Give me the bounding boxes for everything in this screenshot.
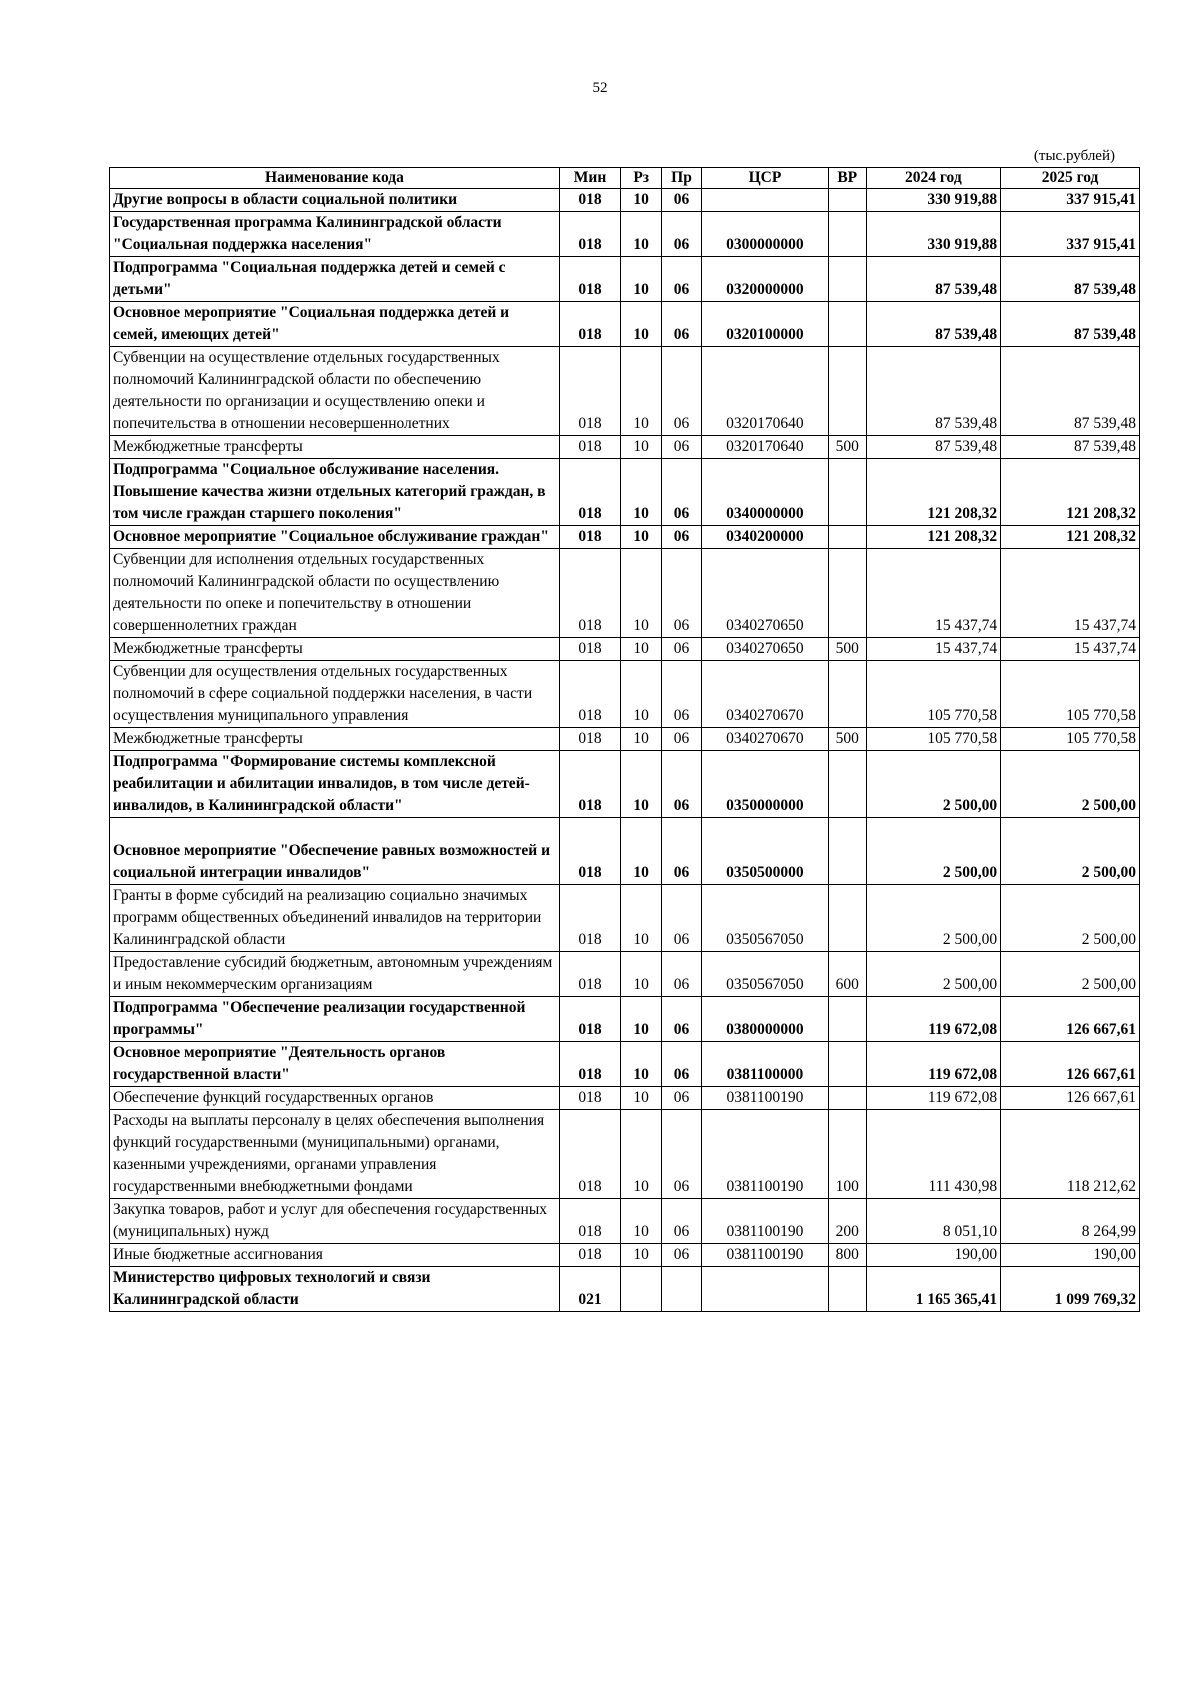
cell-rz: 10: [621, 189, 662, 212]
cell-min: 018: [559, 526, 620, 549]
cell-pr: 06: [662, 549, 702, 638]
cell-min: 018: [559, 818, 620, 885]
cell-csr: 0340000000: [701, 459, 828, 526]
budget-table: [109, 167, 1140, 1312]
cell-name: Межбюджетные трансферты: [110, 638, 560, 661]
cell-csr: [701, 1267, 828, 1312]
cell-gap: [113, 818, 556, 840]
cell-name: [110, 818, 560, 885]
header-vr: ВР: [828, 168, 866, 189]
cell-2025: 121 208,32: [1001, 526, 1140, 549]
cell-name: Подпрограмма "Формирование системы комплексной реабилитации и абилитации инвалидов, в том числе детей-инвалидов, в Калининградской области": [110, 751, 560, 818]
cell-2024: 1 165 365,41: [866, 1267, 1001, 1312]
cell-csr: 0340270650: [701, 638, 828, 661]
cell-2024: 15 437,74: [866, 549, 1001, 638]
cell-pr: 06: [662, 347, 702, 436]
cell-pr: 06: [662, 1042, 702, 1087]
cell-rz: 10: [621, 347, 662, 436]
table-row: [110, 189, 1140, 212]
header-2025: 2025 год: [1001, 168, 1140, 189]
cell-min: 018: [559, 549, 620, 638]
cell-name: Иные бюджетные ассигнования: [110, 1244, 560, 1267]
cell-pr: 06: [662, 952, 702, 997]
cell-2024: 119 672,08: [866, 1042, 1001, 1087]
header-pr: Пр: [662, 168, 702, 189]
cell-2025: 2 500,00: [1001, 818, 1140, 885]
cell-2024: 87 539,48: [866, 347, 1001, 436]
cell-2025: 2 500,00: [1001, 751, 1140, 818]
cell-vr: [828, 997, 866, 1042]
cell-2025: 121 208,32: [1001, 459, 1140, 526]
cell-csr: 0340270650: [701, 549, 828, 638]
cell-min: 018: [559, 257, 620, 302]
cell-min: 018: [559, 459, 620, 526]
cell-pr: 06: [662, 302, 702, 347]
header-row: [110, 168, 1140, 189]
cell-rz: 10: [621, 526, 662, 549]
cell-name: Межбюджетные трансферты: [110, 728, 560, 751]
cell-name: Расходы на выплаты персоналу в целях обеспечения выполнения функций государственными (муниципальными) органами, казенными учреждениями, органами управления государственными внебюджетными фондами: [110, 1110, 560, 1199]
cell-2024: 105 770,58: [866, 661, 1001, 728]
cell-csr: 0350567050: [701, 952, 828, 997]
cell-min: 018: [559, 661, 620, 728]
table-row: [110, 1087, 1140, 1110]
cell-min: 018: [559, 751, 620, 818]
page-number: 52: [592, 80, 608, 96]
header-name: Наименование кода: [110, 168, 560, 189]
cell-min: 018: [559, 1244, 620, 1267]
header-csr: ЦСР: [701, 168, 828, 189]
cell-pr: 06: [662, 526, 702, 549]
table-row: [110, 661, 1140, 728]
cell-2024: 119 672,08: [866, 1087, 1001, 1110]
cell-min: 018: [559, 212, 620, 257]
cell-pr: 06: [662, 212, 702, 257]
cell-name: Гранты в форме субсидий на реализацию социально значимых программ общественных объединений инвалидов на территории Калининградской области: [110, 885, 560, 952]
cell-vr: [828, 189, 866, 212]
cell-2024: 105 770,58: [866, 728, 1001, 751]
cell-name: Министерство цифровых технологий и связи Калининградской области: [110, 1267, 560, 1312]
table-row: [110, 526, 1140, 549]
cell-rz: 10: [621, 638, 662, 661]
cell-2024: 87 539,48: [866, 257, 1001, 302]
cell-vr: 500: [828, 638, 866, 661]
table-row: [110, 302, 1140, 347]
table-row: [110, 751, 1140, 818]
cell-2024: 2 500,00: [866, 952, 1001, 997]
cell-csr: 0381100000: [701, 1042, 828, 1087]
cell-rz: 10: [621, 952, 662, 997]
cell-2024: 87 539,48: [866, 436, 1001, 459]
header-min: Мин: [559, 168, 620, 189]
cell-min: 018: [559, 997, 620, 1042]
cell-rz: 10: [621, 885, 662, 952]
cell-min: 018: [559, 1087, 620, 1110]
cell-rz: 10: [621, 661, 662, 728]
cell-vr: [828, 661, 866, 728]
cell-name: Межбюджетные трансферты: [110, 436, 560, 459]
cell-csr: 0350000000: [701, 751, 828, 818]
table-row: [110, 257, 1140, 302]
cell-rz: 10: [621, 1042, 662, 1087]
table-row: [110, 549, 1140, 638]
cell-2025: 15 437,74: [1001, 638, 1140, 661]
cell-rz: 10: [621, 751, 662, 818]
table-row: [110, 212, 1140, 257]
cell-name: Подпрограмма "Социальное обслуживание населения. Повышение качества жизни отдельных категорий граждан, в том числе граждан старшего поколения": [110, 459, 560, 526]
cell-vr: 500: [828, 728, 866, 751]
cell-vr: [828, 751, 866, 818]
cell-rz: 10: [621, 257, 662, 302]
cell-pr: 06: [662, 1244, 702, 1267]
cell-name: Основное мероприятие "Социальная поддержка детей и семей, имеющих детей": [110, 302, 560, 347]
cell-csr: 0320170640: [701, 347, 828, 436]
cell-2025: 337 915,41: [1001, 189, 1140, 212]
cell-name: Основное мероприятие "Деятельность органов государственной власти": [110, 1042, 560, 1087]
cell-2025: 126 667,61: [1001, 1042, 1140, 1087]
cell-pr: 06: [662, 1087, 702, 1110]
cell-name: Субвенции для осуществления отдельных государственных полномочий в сфере социальной поддержки населения, в части осуществления муниципального управления: [110, 661, 560, 728]
cell-2025: 87 539,48: [1001, 347, 1140, 436]
cell-csr: 0320100000: [701, 302, 828, 347]
cell-name: Субвенции для исполнения отдельных государственных полномочий Калининградской области по осуществлению деятельности по опеке и попечительству в отношении совершеннолетних граждан: [110, 549, 560, 638]
cell-2024: 330 919,88: [866, 212, 1001, 257]
cell-2025: 105 770,58: [1001, 661, 1140, 728]
cell-rz: 10: [621, 728, 662, 751]
cell-min: 018: [559, 952, 620, 997]
cell-csr: 0381100190: [701, 1199, 828, 1244]
cell-name: Закупка товаров, работ и услуг для обеспечения государственных (муниципальных) нужд: [110, 1199, 560, 1244]
cell-2025: 87 539,48: [1001, 302, 1140, 347]
cell-min: 018: [559, 1042, 620, 1087]
table-row: [110, 459, 1140, 526]
cell-2025: 126 667,61: [1001, 1087, 1140, 1110]
cell-vr: 200: [828, 1199, 866, 1244]
cell-min: 018: [559, 1199, 620, 1244]
cell-pr: 06: [662, 1110, 702, 1199]
cell-min: 018: [559, 885, 620, 952]
cell-csr: 0381100190: [701, 1110, 828, 1199]
cell-min: 018: [559, 189, 620, 212]
cell-vr: [828, 257, 866, 302]
cell-pr: 06: [662, 189, 702, 212]
cell-csr: 0340200000: [701, 526, 828, 549]
cell-pr: [662, 1267, 702, 1312]
cell-rz: 10: [621, 436, 662, 459]
cell-name: Подпрограмма "Обеспечение реализации государственной программы": [110, 997, 560, 1042]
cell-2024: 121 208,32: [866, 526, 1001, 549]
header-2024: 2024 год: [866, 168, 1001, 189]
cell-vr: [828, 1087, 866, 1110]
cell-2025: 87 539,48: [1001, 257, 1140, 302]
table-row: [110, 1267, 1140, 1312]
cell-min: 018: [559, 302, 620, 347]
cell-rz: 10: [621, 997, 662, 1042]
cell-vr: [828, 818, 866, 885]
cell-2024: 87 539,48: [866, 302, 1001, 347]
cell-2025: 126 667,61: [1001, 997, 1140, 1042]
cell-rz: 10: [621, 212, 662, 257]
cell-rz: 10: [621, 549, 662, 638]
cell-vr: [828, 347, 866, 436]
cell-pr: 06: [662, 257, 702, 302]
cell-2024: 2 500,00: [866, 751, 1001, 818]
cell-csr: 0380000000: [701, 997, 828, 1042]
cell-2024: 111 430,98: [866, 1110, 1001, 1199]
cell-min: 018: [559, 1110, 620, 1199]
cell-2025: 1 099 769,32: [1001, 1267, 1140, 1312]
cell-2024: 121 208,32: [866, 459, 1001, 526]
table-row: [110, 952, 1140, 997]
cell-name: Обеспечение функций государственных органов: [110, 1087, 560, 1110]
cell-min: 018: [559, 347, 620, 436]
cell-2024: 8 051,10: [866, 1199, 1001, 1244]
cell-vr: 600: [828, 952, 866, 997]
cell-2025: 8 264,99: [1001, 1199, 1140, 1244]
cell-2025: 190,00: [1001, 1244, 1140, 1267]
cell-2024: 2 500,00: [866, 818, 1001, 885]
cell-rz: [621, 1267, 662, 1312]
cell-vr: [828, 549, 866, 638]
cell-vr: [828, 885, 866, 952]
cell-name: Предоставление субсидий бюджетным, автономным учреждениям и иным некоммерческим организациям: [110, 952, 560, 997]
cell-rz: 10: [621, 459, 662, 526]
cell-pr: 06: [662, 885, 702, 952]
cell-min: 018: [559, 728, 620, 751]
table-row: [110, 997, 1140, 1042]
cell-vr: [828, 526, 866, 549]
cell-csr: 0381100190: [701, 1087, 828, 1110]
table-row: [110, 638, 1140, 661]
cell-rz: 10: [621, 818, 662, 885]
cell-min: 021: [559, 1267, 620, 1312]
cell-pr: 06: [662, 728, 702, 751]
cell-2024: 119 672,08: [866, 997, 1001, 1042]
table-row: [110, 436, 1140, 459]
cell-pr: 06: [662, 436, 702, 459]
table-row: [110, 885, 1140, 952]
cell-csr: 0320170640: [701, 436, 828, 459]
table-row: [110, 728, 1140, 751]
cell-min: 018: [559, 436, 620, 459]
cell-csr: [701, 189, 828, 212]
cell-2024: 330 919,88: [866, 189, 1001, 212]
cell-vr: [828, 212, 866, 257]
cell-rz: 10: [621, 302, 662, 347]
cell-name: Государственная программа Калининградской области "Социальная поддержка населения": [110, 212, 560, 257]
cell-2025: 118 212,62: [1001, 1110, 1140, 1199]
cell-2025: 87 539,48: [1001, 436, 1140, 459]
table-row: [110, 818, 1140, 885]
cell-name: Субвенции на осуществление отдельных государственных полномочий Калининградской области по обеспечению деятельности по организации и осуществлению опеки и попечительства в отношении несовершеннолетних: [110, 347, 560, 436]
cell-pr: 06: [662, 997, 702, 1042]
table-row: [110, 1042, 1140, 1087]
cell-2025: 105 770,58: [1001, 728, 1140, 751]
header-rz: Рз: [621, 168, 662, 189]
cell-vr: 500: [828, 436, 866, 459]
cell-pr: 06: [662, 818, 702, 885]
cell-pr: 06: [662, 459, 702, 526]
cell-csr: 0340270670: [701, 661, 828, 728]
cell-2025: 337 915,41: [1001, 212, 1140, 257]
table-row: [110, 1199, 1140, 1244]
cell-pr: 06: [662, 751, 702, 818]
cell-rz: 10: [621, 1087, 662, 1110]
cell-rz: 10: [621, 1199, 662, 1244]
cell-name-text: Основное мероприятие "Обеспечение равных возможностей и социальной интеграции инвалидов": [113, 842, 550, 881]
cell-csr: 0320000000: [701, 257, 828, 302]
cell-rz: 10: [621, 1110, 662, 1199]
cell-csr: 0381100190: [701, 1244, 828, 1267]
cell-2024: 2 500,00: [866, 885, 1001, 952]
cell-vr: [828, 459, 866, 526]
cell-name: Другие вопросы в области социальной политики: [110, 189, 560, 212]
cell-2025: 2 500,00: [1001, 885, 1140, 952]
units-label: (тыс.рублей): [1033, 148, 1115, 164]
cell-rz: 10: [621, 1244, 662, 1267]
cell-vr: 100: [828, 1110, 866, 1199]
table-row: [110, 1244, 1140, 1267]
cell-csr: 0300000000: [701, 212, 828, 257]
cell-2024: 190,00: [866, 1244, 1001, 1267]
cell-2025: 15 437,74: [1001, 549, 1140, 638]
cell-2025: 2 500,00: [1001, 952, 1140, 997]
cell-pr: 06: [662, 1199, 702, 1244]
table-row: [110, 347, 1140, 436]
cell-vr: 800: [828, 1244, 866, 1267]
cell-min: 018: [559, 638, 620, 661]
cell-name: Основное мероприятие "Социальное обслуживание граждан": [110, 526, 560, 549]
cell-vr: [828, 1267, 866, 1312]
table-row: [110, 1110, 1140, 1199]
cell-pr: 06: [662, 661, 702, 728]
cell-vr: [828, 302, 866, 347]
cell-csr: 0350500000: [701, 818, 828, 885]
cell-name: Подпрограмма "Социальная поддержка детей и семей с детьми": [110, 257, 560, 302]
cell-csr: 0340270670: [701, 728, 828, 751]
cell-2024: 15 437,74: [866, 638, 1001, 661]
cell-vr: [828, 1042, 866, 1087]
cell-csr: 0350567050: [701, 885, 828, 952]
cell-pr: 06: [662, 638, 702, 661]
